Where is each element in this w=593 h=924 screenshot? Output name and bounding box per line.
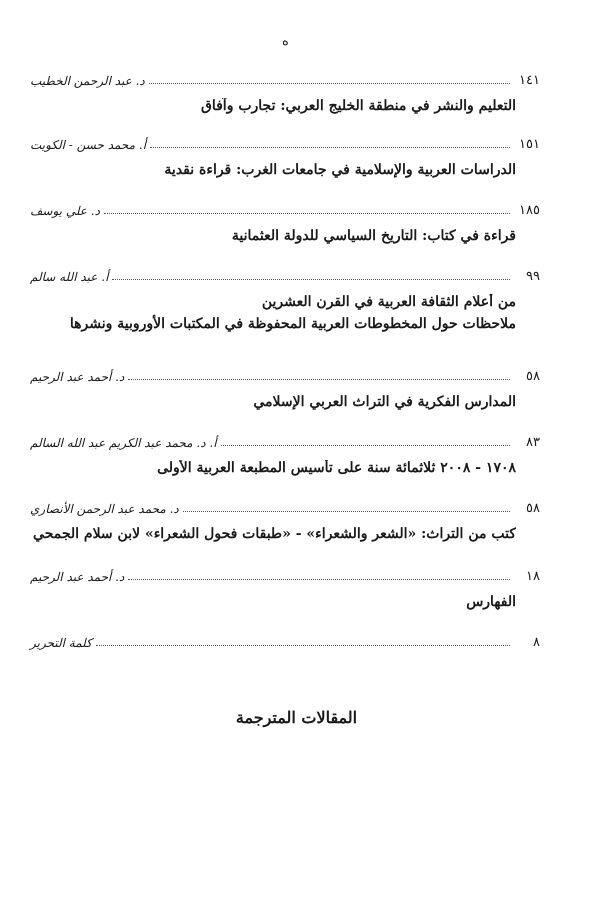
toc-title-line: التعليم والنشر في منطقة الخليج العربي: تجارب وآفاق <box>200 98 516 114</box>
toc-row <box>30 134 540 152</box>
toc-page-number: ٥٨ <box>526 501 540 516</box>
toc-author: أ. د. محمد عبد الكريم عبد الله السالم <box>30 436 217 450</box>
toc-author: أ. محمد حسن - الكويت <box>30 138 147 152</box>
toc-page-number: ٩٩ <box>526 269 540 284</box>
toc-leader-dots <box>104 213 510 214</box>
toc-row <box>30 266 540 284</box>
toc-author: د. محمد عبد الرحمن الأنصاري <box>30 502 179 516</box>
toc-title <box>30 162 516 184</box>
toc-row <box>30 498 540 516</box>
toc-entry <box>30 70 540 120</box>
toc-author: د. علي يوسف <box>30 204 100 218</box>
toc-title-line: قراءة في كتاب: التاريخ السياسي للدولة العثمانية <box>231 228 516 244</box>
toc-author: كلمة التحرير <box>30 636 92 650</box>
toc-page-number: ٨٣ <box>526 435 540 450</box>
toc-title-line: من أعلام الثقافة العربية في القرن العشرين <box>261 294 516 310</box>
toc-entry <box>30 498 540 548</box>
toc-title <box>30 228 516 250</box>
page-number: ه <box>282 34 289 49</box>
toc-page-number: ٥٨ <box>526 369 540 384</box>
toc-row <box>30 70 540 88</box>
toc-title-line: ١٧٠٨ - ٢٠٠٨ ثلاثمائة سنة على تأسيس المطبعة العربية الأولى <box>157 460 516 476</box>
toc-title <box>30 294 516 338</box>
toc-page-number: ٨ <box>533 635 540 650</box>
toc-page-number: ١٤١ <box>519 73 540 88</box>
toc-author: د. أحمد عبد الرحيم <box>30 370 125 384</box>
toc-title-line: كتب من التراث: «الشعر والشعراء» - «طبقات فحول الشعراء» لابن سلام الجمحي <box>33 526 516 542</box>
toc-author: أ. عبد الله سالم <box>30 270 109 284</box>
toc-title <box>30 394 516 416</box>
toc-entry <box>30 366 540 416</box>
toc-title <box>30 98 516 120</box>
toc-leader-dots <box>183 511 510 512</box>
toc-page-number: ١٨٥ <box>519 203 540 218</box>
toc-title-line: المدارس الفكرية في التراث العربي الإسلامي <box>253 394 516 410</box>
section-heading: المقالات المترجمة <box>235 708 358 727</box>
toc-title <box>30 460 516 482</box>
toc-leader-dots <box>96 645 510 646</box>
toc-leader-dots <box>128 579 510 580</box>
toc-leader-dots <box>128 379 510 380</box>
toc-row <box>30 366 540 384</box>
toc-author: د. عبد الرحمن الخطيب <box>30 74 145 88</box>
toc-entry <box>30 632 540 650</box>
toc-entry <box>30 432 540 482</box>
toc-page-number: ١٨ <box>526 569 540 584</box>
toc-author: د. أحمد عبد الرحيم <box>30 570 125 584</box>
toc-page-number: ١٥١ <box>519 137 540 152</box>
toc-title-line: الفهارس <box>466 594 516 610</box>
toc-row <box>30 432 540 450</box>
toc-row <box>30 566 540 584</box>
toc-entry <box>30 266 540 338</box>
toc-entry <box>30 200 540 250</box>
toc-entry <box>30 134 540 184</box>
toc-entry <box>30 566 540 616</box>
toc-title <box>30 526 516 548</box>
toc-title <box>30 594 516 616</box>
toc-leader-dots <box>149 83 510 84</box>
toc-title-line: ملاحظات حول المخطوطات العربية المحفوظة في المكتبات الأوروبية ونشرها <box>69 316 516 332</box>
toc-leader-dots <box>112 279 510 280</box>
toc-leader-dots <box>221 445 510 446</box>
toc-leader-dots <box>150 147 510 148</box>
toc-row <box>30 200 540 218</box>
toc-row <box>30 632 540 650</box>
toc-title-line: الدراسات العربية والإسلامية في جامعات الغرب: قراءة نقدية <box>164 162 516 178</box>
